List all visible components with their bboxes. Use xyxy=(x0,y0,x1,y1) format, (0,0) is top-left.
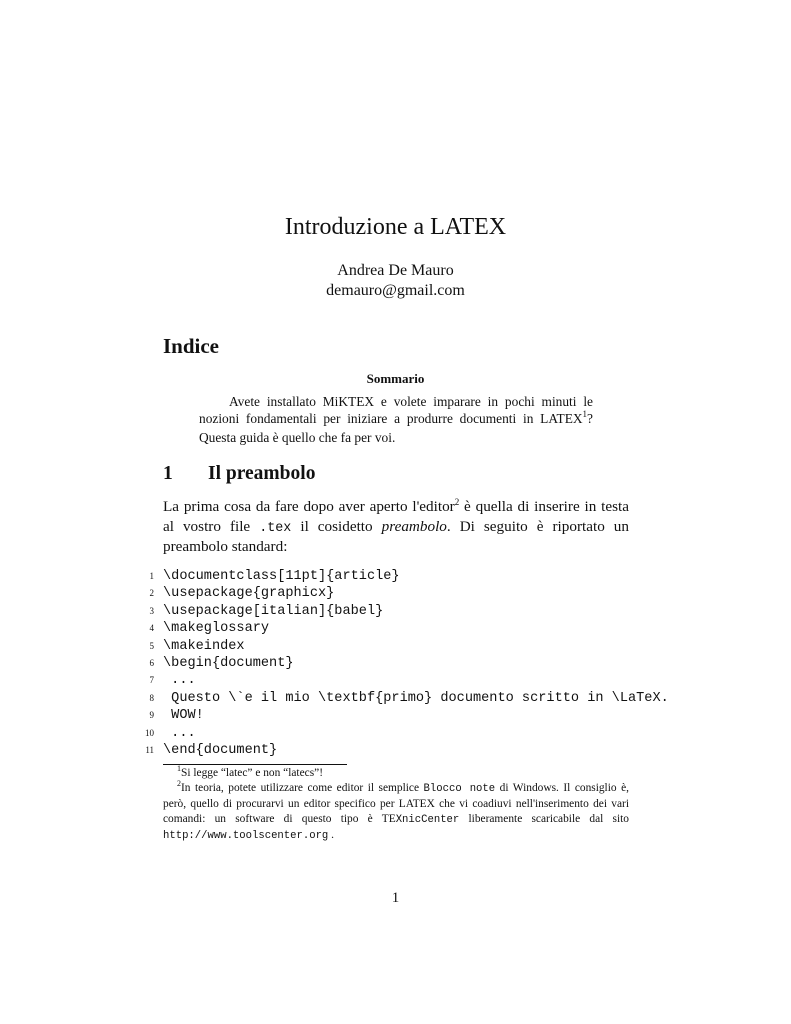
code-text: ... xyxy=(163,673,196,689)
code-text: ... xyxy=(163,725,196,741)
code-line xyxy=(140,603,669,620)
page-number: 1 xyxy=(391,890,400,906)
footnote-2-text-a: In teoria, potete utilizzare come editor il semplice xyxy=(181,782,424,794)
line-number: 3 xyxy=(149,605,154,616)
code-text: \makeindex xyxy=(163,638,245,654)
line-number: 5 xyxy=(149,640,154,651)
code-line xyxy=(140,725,669,742)
code-line xyxy=(140,655,669,672)
abstract-text-end: ? Questa guida è quello che fa per voi. xyxy=(199,411,593,445)
line-number: 11 xyxy=(145,744,154,755)
footnote-1-mark: 1 xyxy=(177,764,181,773)
toolscenter-url: http://www.toolscenter.org xyxy=(163,830,329,842)
line-number: 8 xyxy=(149,692,154,703)
footnote-2-text-d: . xyxy=(328,829,334,841)
code-line xyxy=(140,585,669,602)
texnic-center-text: XnicCenter xyxy=(395,814,460,826)
code-text: WOW! xyxy=(163,708,204,724)
code-line xyxy=(140,638,669,655)
code-text: \usepackage{graphicx} xyxy=(163,586,335,602)
abstract-heading: Sommario xyxy=(366,371,425,386)
section-title: Il preambolo xyxy=(208,463,316,484)
line-number: 9 xyxy=(149,710,154,721)
file-extension: .tex xyxy=(259,520,292,536)
footnote-1-text: Si legge “latec” e non “latecs”! xyxy=(181,767,323,779)
line-number: 6 xyxy=(149,657,154,668)
texnic-te: TE xyxy=(381,813,396,825)
section-paragraph xyxy=(163,498,629,557)
code-line xyxy=(140,707,669,724)
line-number: 1 xyxy=(149,571,154,581)
footnote-rule xyxy=(163,764,347,765)
footnote-mark-1: 1 xyxy=(582,409,588,419)
footnote-1 xyxy=(163,766,629,781)
code-line xyxy=(140,568,669,585)
footnote-mark-2: 2 xyxy=(454,497,460,507)
code-line xyxy=(140,620,669,637)
code-text: \documentclass[11pt]{article} xyxy=(163,569,400,584)
preambolo-emphasis: preambolo xyxy=(381,517,447,535)
line-number: 4 xyxy=(149,623,154,634)
author-email: demauro@gmail.com xyxy=(326,282,465,299)
para-text-2: è quella di inserire in testa al vostro file xyxy=(163,498,629,535)
author-name: Andrea De Mauro xyxy=(337,262,454,279)
footnote-2-text-c: liberamente scaricabile dal sito xyxy=(459,813,630,825)
section-heading xyxy=(163,463,315,485)
line-number: 10 xyxy=(145,727,154,738)
code-text: \begin{document} xyxy=(163,655,294,671)
para-text-1: La prima cosa da fare dopo aver aperto l'editor xyxy=(163,498,455,515)
footnote-2-mark: 2 xyxy=(177,779,181,788)
line-number: 2 xyxy=(149,588,154,599)
code-line xyxy=(140,690,669,707)
index-heading: Indice xyxy=(163,334,220,358)
blocco-note-text: Blocco note xyxy=(423,783,496,795)
abstract-text: Avete installato MiKTEX e volete imparare in pochi minuti le nozioni fondamentali per iniziare a produrre documenti in LATEX xyxy=(199,394,593,426)
para-text-3: il cosidetto xyxy=(291,517,382,535)
code-text: \usepackage[italian]{babel} xyxy=(163,603,384,619)
footnotes xyxy=(163,766,629,844)
code-text: Questo \`e il mio \textbf{primo} documento scritto in \LaTeX. xyxy=(163,690,669,706)
para-text-4: . Di seguito è riportato un preambolo standard: xyxy=(163,517,629,555)
code-text: \makeglossary xyxy=(163,621,270,637)
section-number: 1 xyxy=(163,463,173,484)
code-line xyxy=(140,672,669,689)
abstract-body xyxy=(199,393,593,446)
line-number: 7 xyxy=(149,675,154,686)
document-title: Introduzione a LATEX xyxy=(284,214,507,240)
footnote-2-text-b: di Windows. Il consiglio è, però, quello di procurarvi un editor specifico per LATEX che vi coadiuvi nell'inserimento dei vari comandi: un software di questo tipo è xyxy=(163,782,629,825)
footnote-2 xyxy=(163,781,629,844)
code-line xyxy=(140,742,669,759)
code-text: \end{document} xyxy=(163,742,278,758)
code-listing xyxy=(140,568,669,759)
